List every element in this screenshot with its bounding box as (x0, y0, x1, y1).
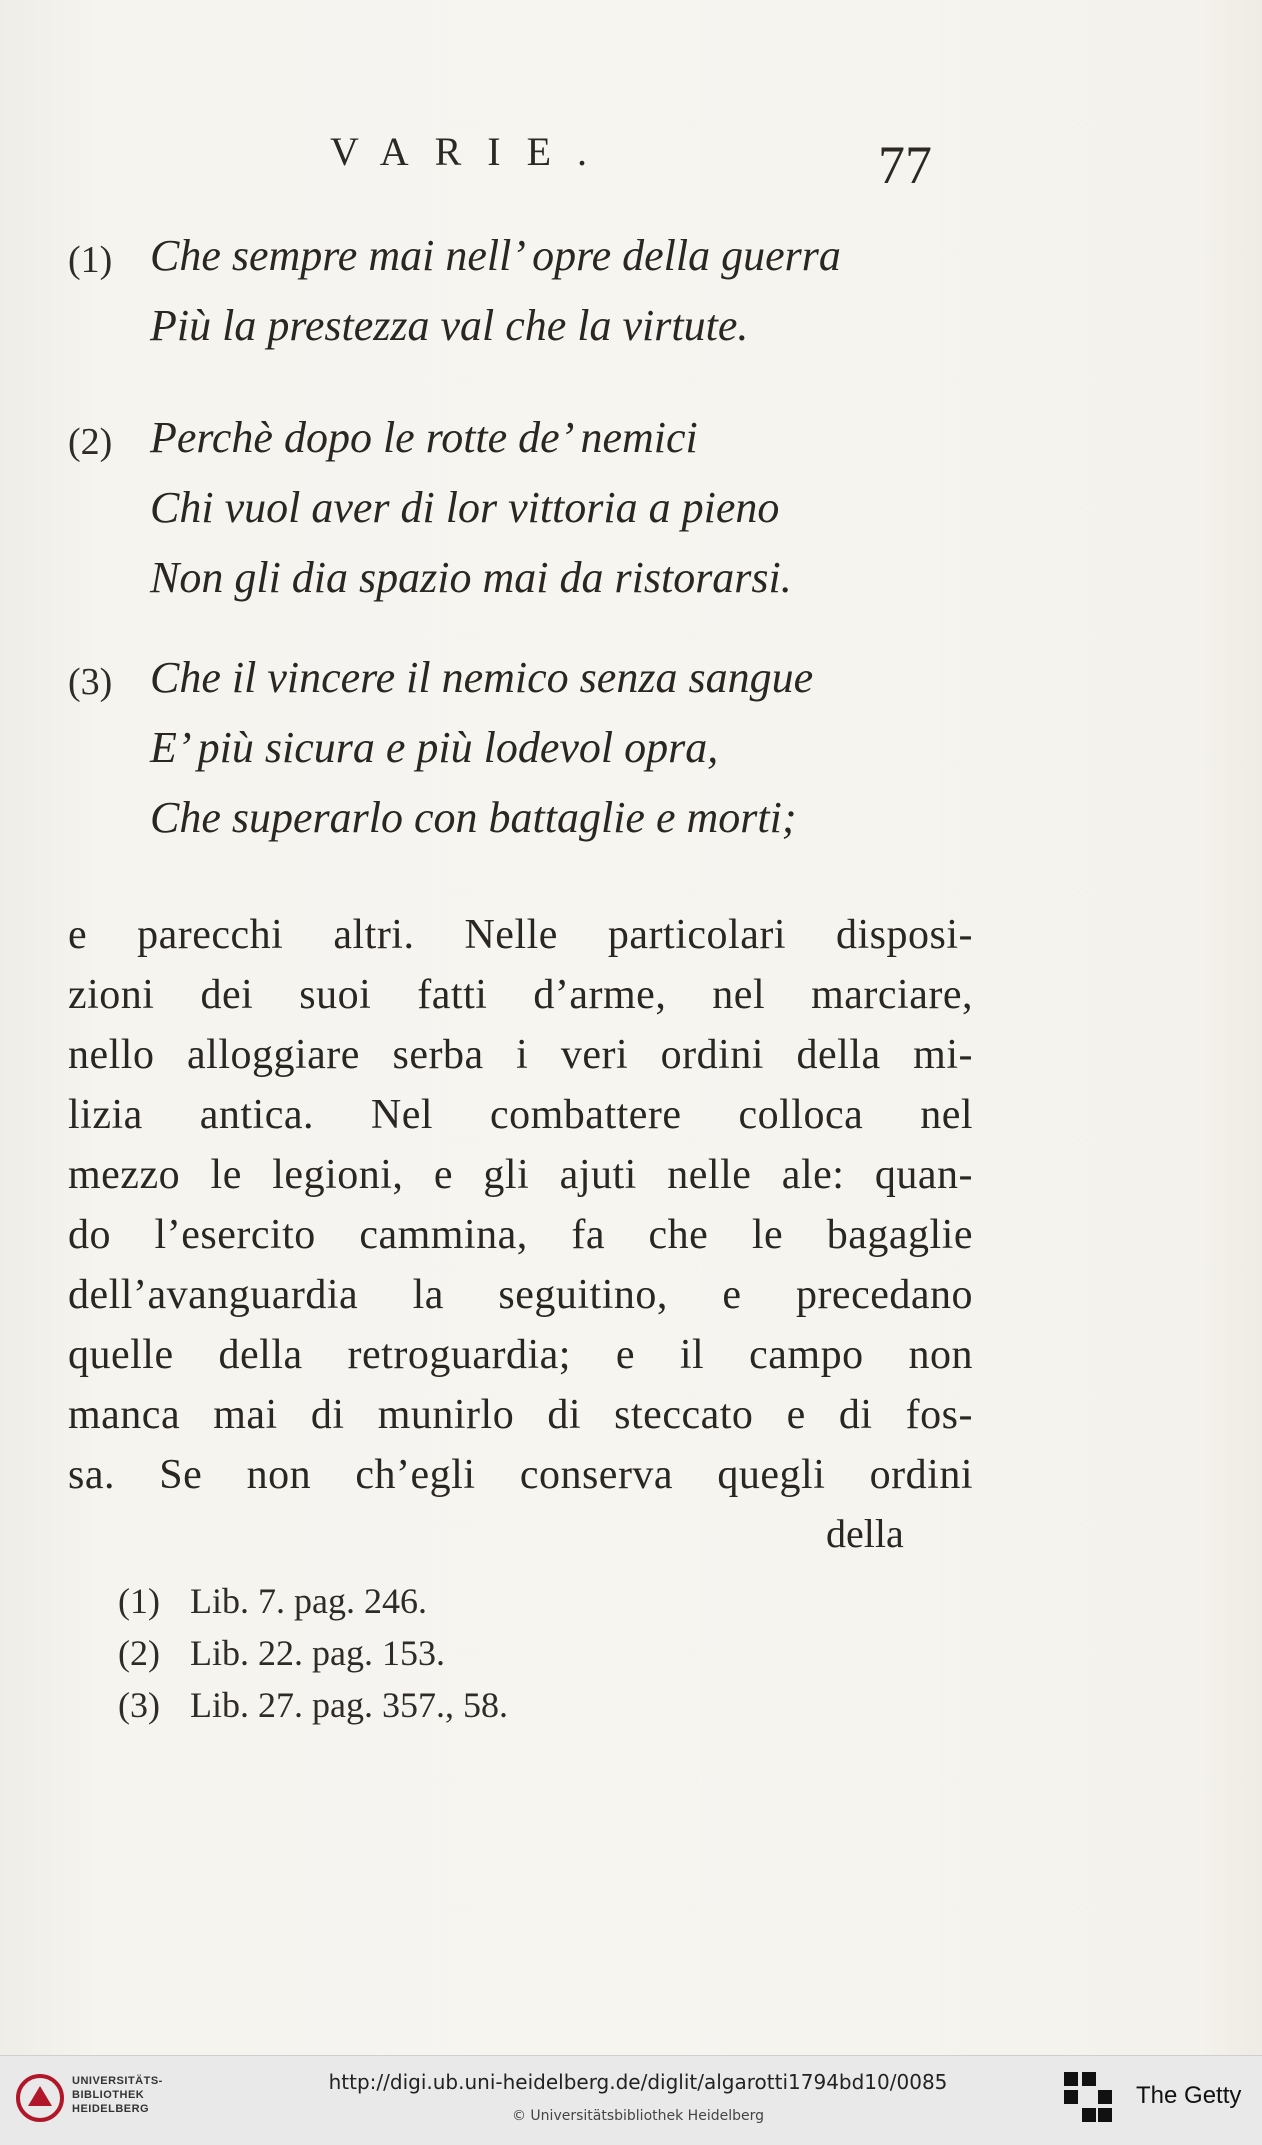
body-line: mezzo le legioni, e gli ajuti nelle ale: quan- (68, 1152, 973, 1198)
verse-line: Non gli dia spazio mai da ristorarsi. (150, 553, 792, 602)
body-line: lizia antica. Nel combattere colloca nel (68, 1092, 973, 1138)
verse-line: Più la prestezza val che la virtute. (150, 301, 749, 350)
university-library-logo-icon (14, 2072, 66, 2124)
catchword: della (826, 1511, 904, 1556)
library-logo-line: BIBLIOTHEK (72, 2089, 145, 2101)
copyright-notice: © Universitätsbibliothek Heidelberg (511, 2108, 764, 2124)
verse-line: Chi vuol aver di lor vittoria a pieno (150, 483, 780, 532)
verse-line: Che sempre mai nell’ opre della guerra (150, 231, 841, 280)
body-line: sa. Se non ch’egli conserva quegli ordini (68, 1452, 973, 1498)
library-logo-text (72, 2074, 163, 2116)
body-line: nello alloggiare serba i veri ordini della mi- (68, 1032, 973, 1078)
running-head: VARIE. (330, 129, 614, 174)
page-number: 77 (878, 135, 932, 195)
verse-line: Perchè dopo le rotte de’ nemici (150, 413, 698, 462)
body-line: manca mai di munirlo di steccato e di fos- (68, 1392, 973, 1438)
footnote-number: (1) (118, 1581, 160, 1621)
footnote-text: Lib. 22. pag. 153. (190, 1633, 445, 1673)
verse-line: Che superarlo con battaglie e morti; (150, 793, 797, 842)
body-line: e parecchi altri. Nelle particolari disposi- (68, 912, 973, 958)
footnote-text: Lib. 27. pag. 357., 58. (190, 1685, 508, 1725)
verse-number: (3) (68, 661, 113, 703)
footnotes (118, 1575, 508, 1731)
page-header (0, 128, 1262, 198)
library-logo-line: UNIVERSITÄTS- (72, 2075, 163, 2087)
footnote (118, 1627, 508, 1679)
permalink-url[interactable]: http://digi.ub.uni-heidelberg.de/diglit/algarotti1794bd10/0085 (328, 2070, 948, 2094)
body-line: do l’esercito cammina, fa che le bagaglie (68, 1212, 973, 1258)
getty-label: The Getty (1136, 2082, 1242, 2109)
body-paragraph (68, 905, 973, 1505)
verse-number: (1) (68, 239, 113, 281)
body-line: dell’avanguardia la seguitino, e precedano (68, 1272, 973, 1318)
footnote (118, 1575, 508, 1627)
verse-line: Che il vincere il nemico senza sangue (150, 653, 814, 702)
verse-line: E’ più sicura e più lodevol opra, (150, 723, 719, 772)
footnote-number: (3) (118, 1685, 160, 1725)
footnote-number: (2) (118, 1633, 160, 1673)
library-logo-line: HEIDELBERG (72, 2103, 150, 2115)
footnote (118, 1679, 508, 1731)
verse-number: (2) (68, 421, 113, 463)
viewer-footer (0, 2055, 1262, 2145)
footnote-text: Lib. 7. pag. 246. (190, 1581, 427, 1621)
body-line: quelle della retroguardia; e il campo non (68, 1332, 973, 1378)
body-line: zioni dei suoi fatti d’arme, nel marciare, (68, 972, 973, 1018)
getty-logo-icon (1062, 2070, 1114, 2130)
